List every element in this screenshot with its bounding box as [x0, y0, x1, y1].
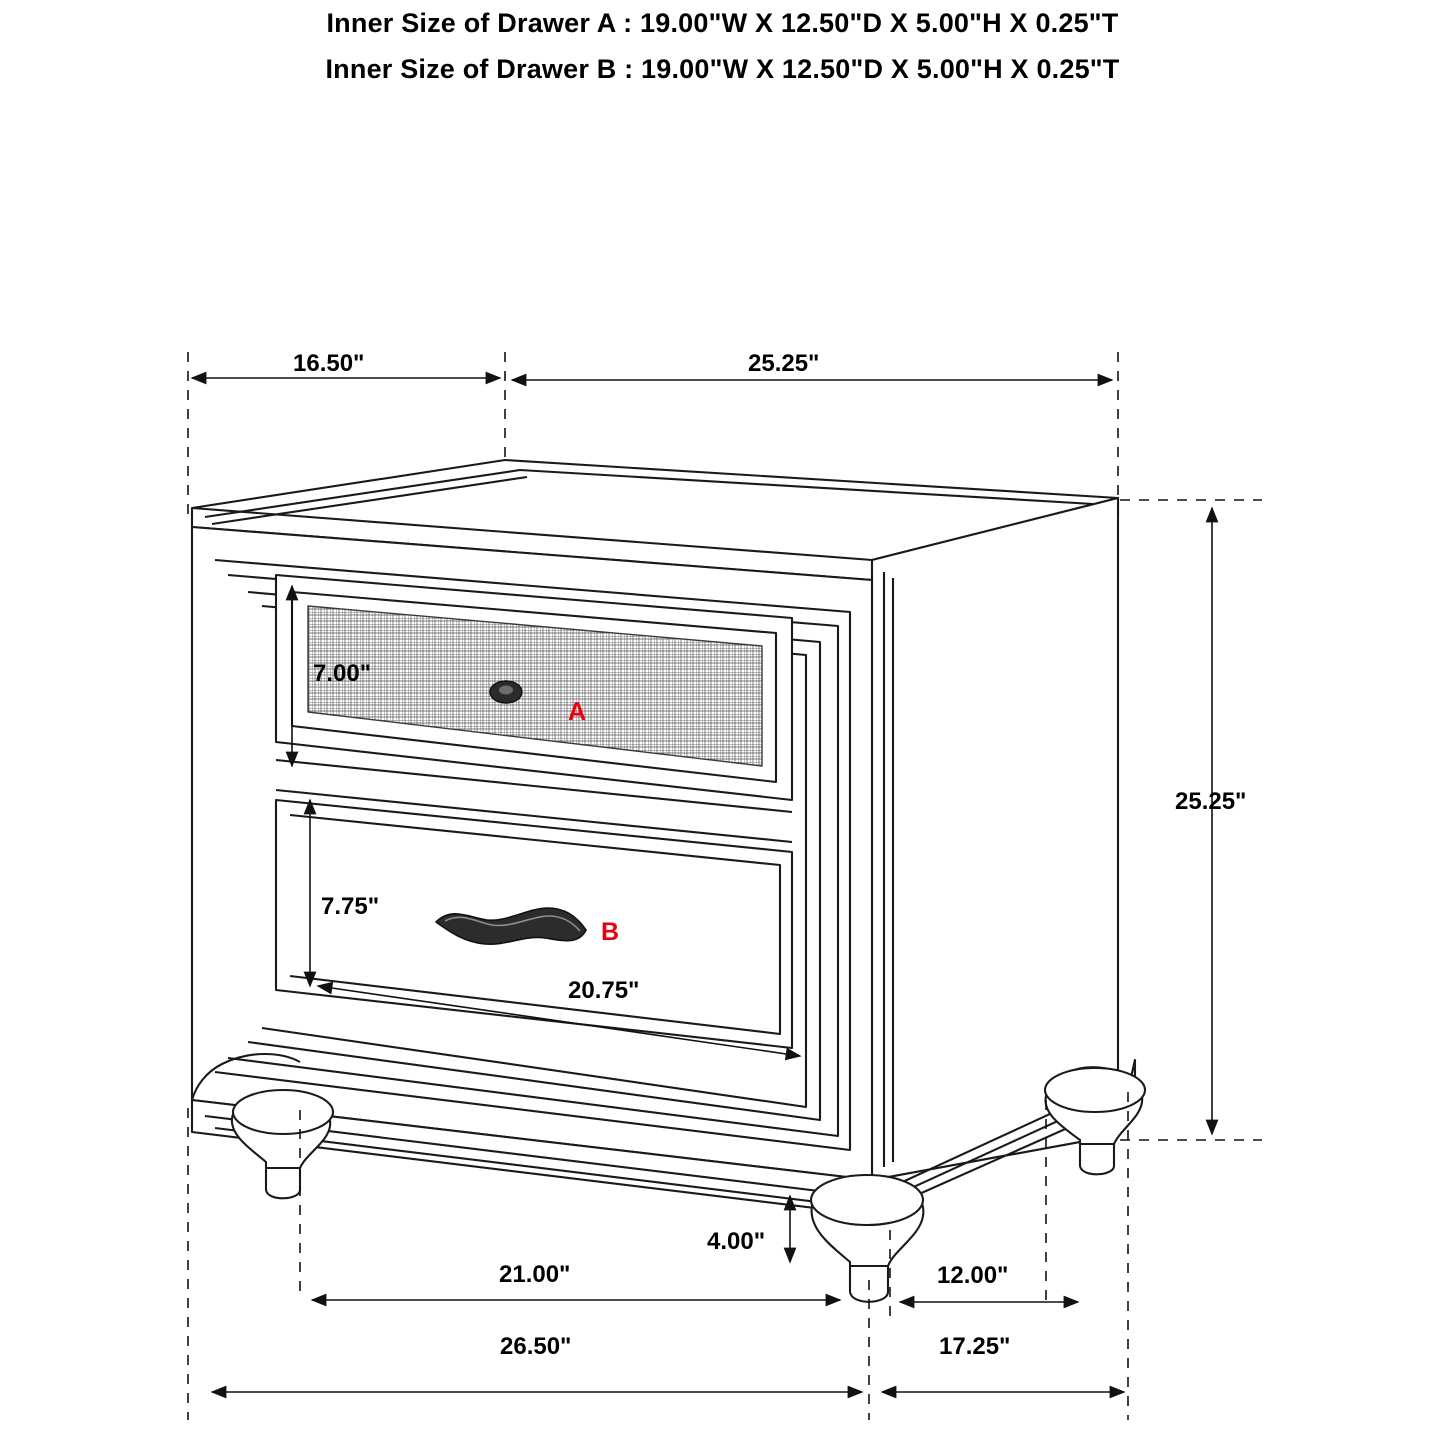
- dim-top-left-width: 16.50": [293, 350, 365, 377]
- dim-overall-front-width: 26.50": [500, 1333, 572, 1360]
- drawer-a-inner-size-text: Inner Size of Drawer A : 19.00"W X 12.50"D X 5.00"H X 0.25"T: [326, 8, 1119, 38]
- dim-side-depth-inner: 12.00": [937, 1262, 1009, 1289]
- drawer-b-inner-size-text: Inner Size of Drawer B : 19.00"W X 12.50"D X 5.00"H X 0.25"T: [325, 54, 1120, 84]
- dim-leg-height: 4.00": [707, 1228, 766, 1255]
- dim-drawer-b-height: 7.75": [321, 893, 380, 920]
- drawer-b-marker: B: [601, 918, 620, 946]
- dim-overall-height: 25.25": [1175, 788, 1247, 815]
- dim-inner-front-width: 21.00": [499, 1261, 571, 1288]
- dim-top-right-width: 25.25": [748, 350, 820, 377]
- drawer-a-marker: A: [568, 698, 587, 726]
- dim-drawer-b-width: 20.75": [568, 977, 640, 1004]
- dim-overall-side-depth: 17.25": [939, 1333, 1011, 1360]
- dim-drawer-a-height: 7.00": [313, 660, 372, 687]
